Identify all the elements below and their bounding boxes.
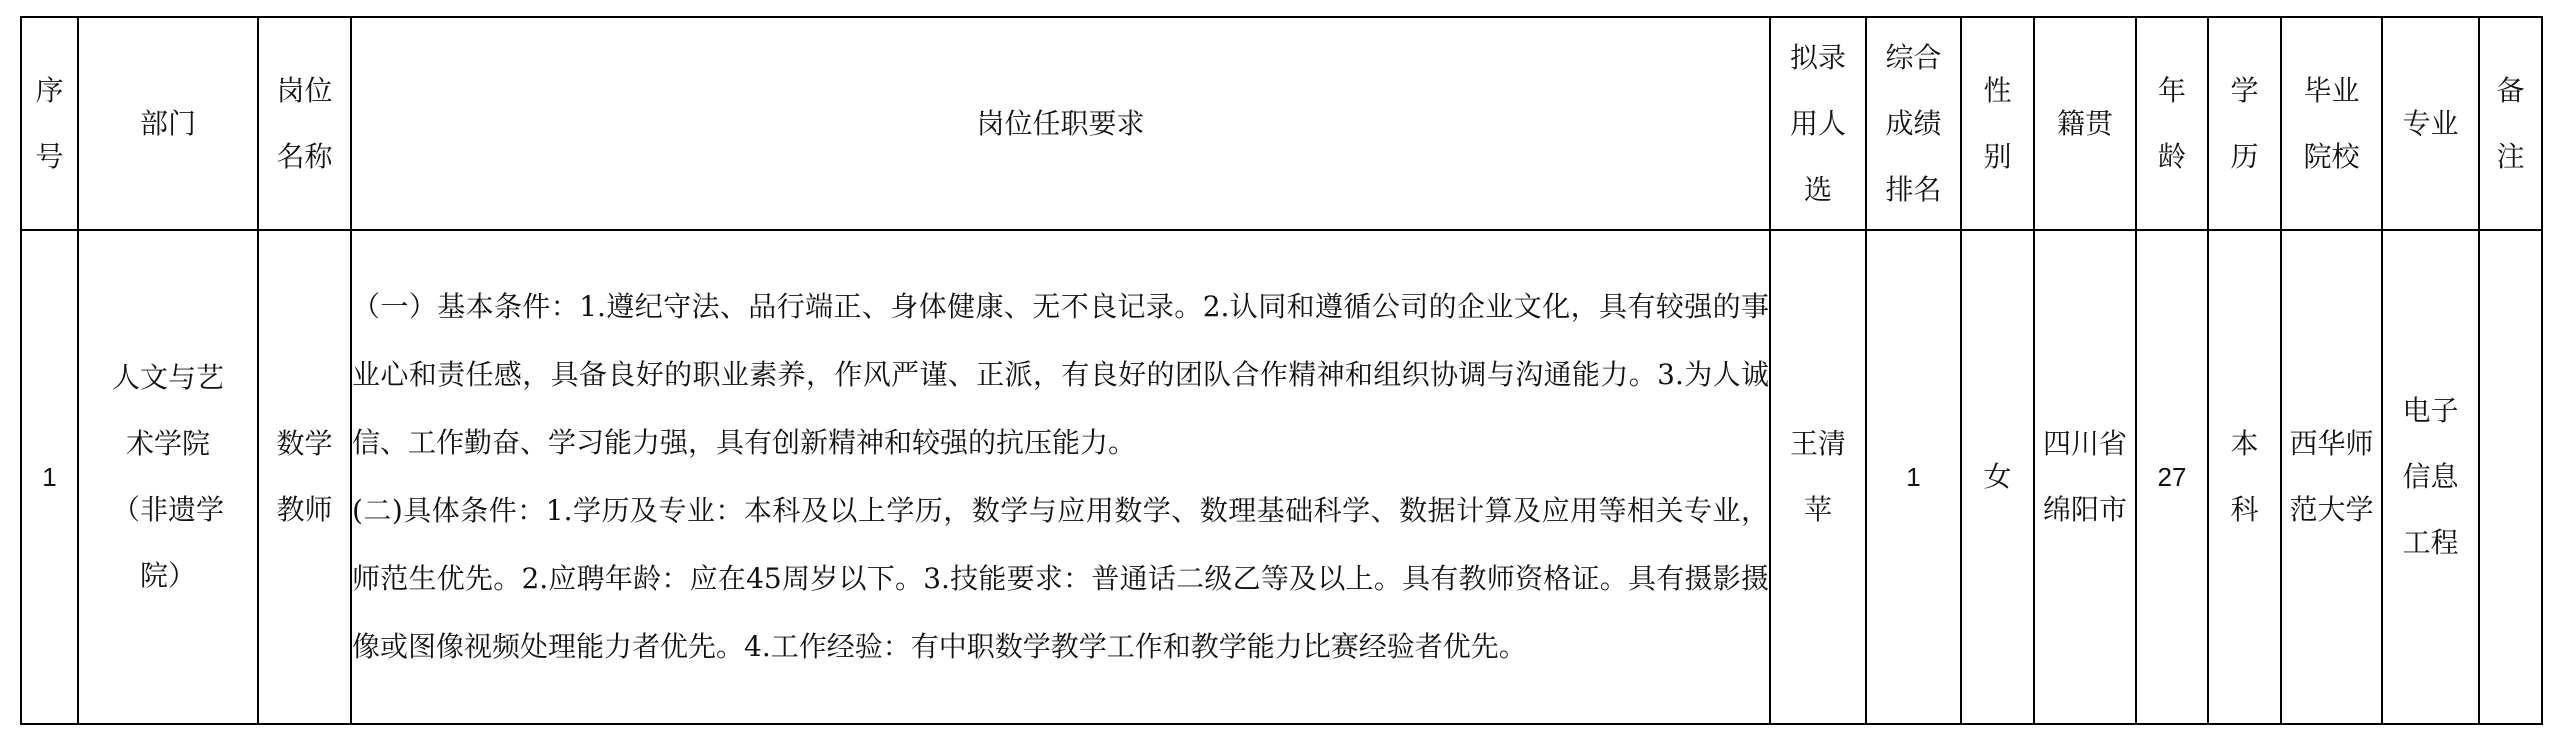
cell-dept: 人文与艺术学院（非遗学院） bbox=[78, 230, 258, 724]
header-seq: 序号 bbox=[21, 17, 78, 230]
table-row bbox=[21, 230, 2542, 724]
header-school: 毕业院校 bbox=[2281, 17, 2382, 230]
header-requirements: 岗位任职要求 bbox=[351, 17, 1770, 230]
cell-school: 西华师范大学 bbox=[2281, 230, 2382, 724]
header-origin: 籍贯 bbox=[2034, 17, 2136, 230]
cell-seq: 1 bbox=[21, 230, 78, 724]
header-rank: 综合成绩排名 bbox=[1866, 17, 1961, 230]
cell-requirements bbox=[351, 230, 1770, 724]
header-gender: 性别 bbox=[1961, 17, 2034, 230]
header-remarks: 备注 bbox=[2479, 17, 2542, 230]
cell-candidate: 王清苹 bbox=[1770, 230, 1866, 724]
requirements-basic: （一）基本条件：1.遵纪守法、品行端正、身体健康、无不良记录。2.认同和遵循公司的企业文化，具有较强的事业心和责任感，具备良好的职业素养，作风严谨、正派，有良好的团队合作精神和组织协调与沟通能力。3.为人诚信、工作勤奋、学习能力强，具有创新精神和较强的抗压能力。 bbox=[352, 290, 1769, 459]
cell-major: 电子信息工程 bbox=[2382, 230, 2479, 724]
header-position: 岗位名称 bbox=[258, 17, 351, 230]
cell-rank: 1 bbox=[1866, 230, 1961, 724]
recruitment-table bbox=[20, 16, 2543, 725]
document-page bbox=[20, 16, 2543, 725]
header-candidate: 拟录用人选 bbox=[1770, 17, 1866, 230]
requirements-text bbox=[352, 273, 1769, 681]
cell-gender: 女 bbox=[1961, 230, 2034, 724]
header-major: 专业 bbox=[2382, 17, 2479, 230]
cell-position: 数学教师 bbox=[258, 230, 351, 724]
header-education: 学历 bbox=[2208, 17, 2281, 230]
cell-age: 27 bbox=[2136, 230, 2208, 724]
cell-remarks bbox=[2479, 230, 2542, 724]
requirements-specific: (二)具体条件：1.学历及专业：本科及以上学历，数学与应用数学、数理基础科学、数据计算及应用等相关专业，师范生优先。2.应聘年龄：应在45周岁以下。3.技能要求：普通话二级乙等及以上。具有教师资格证。具有摄影摄像或图像视频处理能力者优先。4.工作经验：有中职数学教学工作和教学能力比赛经验者优先。 bbox=[352, 494, 1769, 663]
cell-origin: 四川省绵阳市 bbox=[2034, 230, 2136, 724]
header-dept: 部门 bbox=[78, 17, 258, 230]
cell-education: 本科 bbox=[2208, 230, 2281, 724]
header-row bbox=[21, 17, 2542, 230]
header-age: 年龄 bbox=[2136, 17, 2208, 230]
